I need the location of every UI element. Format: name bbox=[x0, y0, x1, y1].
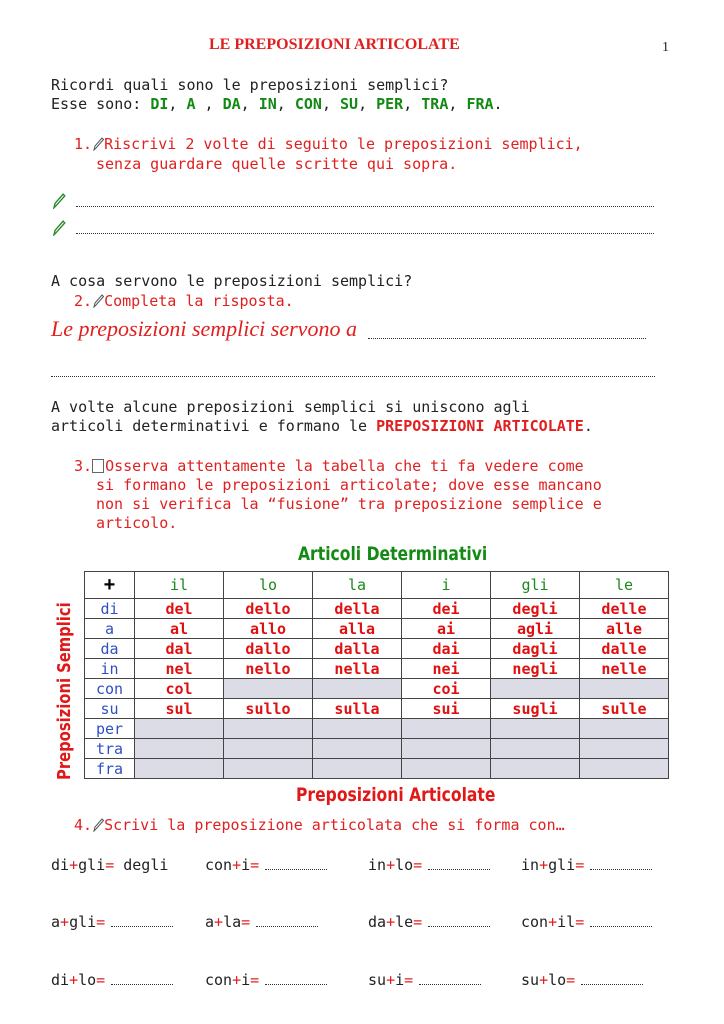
item-article: il bbox=[557, 913, 576, 931]
eye-icon bbox=[92, 459, 104, 473]
answer-blank[interactable] bbox=[428, 857, 490, 870]
table-cell-empty bbox=[580, 739, 669, 759]
plus-sign: + bbox=[60, 913, 70, 931]
plus-sign: + bbox=[548, 913, 558, 931]
plus-sign: + bbox=[69, 971, 79, 989]
answer-blank[interactable] bbox=[265, 857, 327, 870]
equals-sign: = bbox=[413, 913, 423, 931]
plus-sign: + bbox=[232, 856, 242, 874]
table-row bbox=[85, 679, 669, 699]
equals-sign: = bbox=[96, 913, 106, 931]
section-3-line-1: A volte alcune preposizioni semplici si uniscono agli bbox=[51, 398, 530, 416]
table-cell: nello bbox=[224, 659, 313, 679]
plus-sign: + bbox=[232, 971, 242, 989]
preposition-header-tra: tra bbox=[85, 739, 135, 759]
table-cell: dal bbox=[135, 639, 224, 659]
table-cell: della bbox=[313, 599, 402, 619]
table-bottom-title: Preposizioni Articolate bbox=[296, 784, 496, 806]
pencil-icon bbox=[92, 137, 104, 151]
preposition-fra: FRA bbox=[466, 95, 494, 113]
exercise-4-item bbox=[521, 971, 643, 989]
plus-sign: + bbox=[69, 856, 79, 874]
equals-sign: = bbox=[575, 856, 585, 874]
table-cell: dei bbox=[402, 599, 491, 619]
item-article: la bbox=[223, 913, 242, 931]
equals-sign: = bbox=[250, 856, 260, 874]
answer-line-1[interactable] bbox=[368, 324, 646, 339]
item-preposition: in bbox=[521, 856, 540, 874]
article-header-i: i bbox=[402, 572, 491, 599]
table-row bbox=[85, 739, 669, 759]
exercise-4-line bbox=[74, 816, 565, 834]
equals-sign: = bbox=[96, 971, 106, 989]
table-cell-empty bbox=[313, 759, 402, 779]
section-3-highlight: PREPOSIZIONI ARTICOLATE bbox=[376, 417, 584, 435]
item-preposition: in bbox=[368, 856, 387, 874]
answer-blank[interactable] bbox=[111, 914, 173, 927]
table-cell: dallo bbox=[224, 639, 313, 659]
table-cell-empty bbox=[224, 739, 313, 759]
table-cell: del bbox=[135, 599, 224, 619]
exercise-3-line-3: non si verifica la “fusione” tra preposizione semplice e bbox=[96, 495, 602, 513]
exercise-4-item bbox=[205, 856, 327, 874]
equals-sign: = bbox=[241, 913, 251, 931]
item-preposition: su bbox=[521, 971, 540, 989]
table-cell-empty bbox=[313, 679, 402, 699]
preposition-a: A bbox=[186, 95, 196, 113]
table-cell: dalla bbox=[313, 639, 402, 659]
table-cell: delle bbox=[580, 599, 669, 619]
exercise-4-item bbox=[521, 856, 652, 874]
plus-sign: + bbox=[386, 913, 396, 931]
item-article: lo bbox=[78, 971, 97, 989]
table-cell: sulle bbox=[580, 699, 669, 719]
prepositions-table bbox=[84, 571, 669, 779]
article-header-le: le bbox=[580, 572, 669, 599]
exercise-4-item bbox=[368, 971, 481, 989]
equals-sign: = bbox=[566, 971, 576, 989]
table-cell-empty bbox=[491, 719, 580, 739]
table-cell: alle bbox=[580, 619, 669, 639]
table-cell: nei bbox=[402, 659, 491, 679]
exercise-4-number: 4. bbox=[74, 816, 93, 834]
pencil-icon bbox=[92, 294, 104, 308]
preposition-per: PER bbox=[376, 95, 404, 113]
preposition-tra: TRA bbox=[421, 95, 449, 113]
table-cell-empty bbox=[224, 759, 313, 779]
plus-sign: + bbox=[386, 971, 396, 989]
table-cell-empty bbox=[224, 679, 313, 699]
exercise-4-item bbox=[51, 971, 173, 989]
answer-line-2[interactable] bbox=[51, 362, 655, 377]
answer-blank[interactable] bbox=[590, 914, 652, 927]
table-cell-empty bbox=[402, 719, 491, 739]
item-article: gli bbox=[548, 856, 576, 874]
table-cell: sullo bbox=[224, 699, 313, 719]
answer-blank[interactable] bbox=[419, 972, 481, 985]
article-header-lo: lo bbox=[224, 572, 313, 599]
table-cell-empty bbox=[135, 719, 224, 739]
table-row bbox=[85, 639, 669, 659]
item-preposition: su bbox=[368, 971, 387, 989]
preposition-da: DA bbox=[222, 95, 241, 113]
exercise-3-line-1 bbox=[74, 457, 584, 475]
exercise-3-line-4: articolo. bbox=[96, 514, 178, 532]
table-cell-empty bbox=[491, 739, 580, 759]
table-row bbox=[85, 619, 669, 639]
table-row bbox=[85, 719, 669, 739]
item-preposition: con bbox=[205, 856, 233, 874]
table-header-row bbox=[85, 572, 669, 599]
exercise-3-text-1: Osserva attentamente la tabella che ti fa vedere come bbox=[105, 457, 584, 475]
table-cell: dalle bbox=[580, 639, 669, 659]
preposition-header-per: per bbox=[85, 719, 135, 739]
plus-sign: + bbox=[214, 913, 224, 931]
section-3-line-2 bbox=[51, 417, 593, 435]
preposition-su: SU bbox=[340, 95, 359, 113]
plus-sign: + bbox=[539, 856, 549, 874]
item-article: gli bbox=[69, 913, 97, 931]
table-cell-empty bbox=[580, 679, 669, 699]
table-side-title: Preposizioni Semplici bbox=[54, 602, 75, 780]
page-title: LE PREPOSIZIONI ARTICOLATE bbox=[209, 36, 460, 53]
table-row bbox=[85, 599, 669, 619]
table-cell: dai bbox=[402, 639, 491, 659]
table-cell-empty bbox=[313, 719, 402, 739]
table-cell-empty bbox=[224, 719, 313, 739]
preposition-header-in: in bbox=[85, 659, 135, 679]
section-3-line-2-prefix: articoli determinativi e formano le bbox=[51, 417, 377, 435]
exercise-4-item bbox=[51, 856, 168, 874]
table-cell-empty bbox=[402, 759, 491, 779]
exercise-2-text: Completa la risposta. bbox=[104, 292, 294, 310]
exercise-4-item bbox=[368, 856, 490, 874]
answer-blank[interactable] bbox=[256, 914, 318, 927]
table-cell-empty bbox=[135, 739, 224, 759]
exercise-4-item bbox=[368, 913, 490, 931]
table-row bbox=[85, 699, 669, 719]
item-article: i bbox=[241, 971, 251, 989]
table-cell: agli bbox=[491, 619, 580, 639]
table-cell: allo bbox=[224, 619, 313, 639]
writing-line-2[interactable] bbox=[51, 219, 654, 238]
page-number: 1 bbox=[662, 40, 669, 55]
table-cell: alla bbox=[313, 619, 402, 639]
answer-blank[interactable] bbox=[590, 857, 652, 870]
equals-sign: = bbox=[575, 913, 585, 931]
exercise-1-text-1: Riscrivi 2 volte di seguito le preposizioni semplici, bbox=[104, 135, 583, 153]
table-cell: dagli bbox=[491, 639, 580, 659]
exercise-4-item bbox=[205, 913, 318, 931]
exercise-4-item bbox=[205, 971, 327, 989]
table-cell-empty bbox=[402, 739, 491, 759]
intro-answer bbox=[51, 95, 503, 113]
answer-blank[interactable] bbox=[428, 914, 490, 927]
exercise-1-line-1 bbox=[74, 135, 583, 153]
table-cell: ai bbox=[402, 619, 491, 639]
exercise-4-item bbox=[521, 913, 652, 931]
cursive-prompt: Le preposizioni semplici servono a bbox=[51, 316, 357, 341]
intro-question: Ricordi quali sono le preposizioni semplici? bbox=[51, 76, 449, 94]
table-row bbox=[85, 759, 669, 779]
item-preposition: di bbox=[51, 856, 70, 874]
exercise-3-number: 3. bbox=[74, 457, 93, 475]
item-preposition: di bbox=[51, 971, 70, 989]
exercise-2-line bbox=[74, 292, 294, 310]
plus-sign: + bbox=[386, 856, 396, 874]
exercise-1-number: 1. bbox=[74, 135, 93, 153]
equals-sign: = bbox=[413, 856, 423, 874]
item-preposition: con bbox=[521, 913, 549, 931]
preposition-di: DI bbox=[150, 95, 169, 113]
article-header-gli: gli bbox=[491, 572, 580, 599]
equals-sign: = bbox=[105, 856, 115, 874]
answer-blank[interactable] bbox=[581, 972, 643, 985]
exercise-3-line-2: si formano le preposizioni articolate; dove esse mancano bbox=[96, 476, 602, 494]
table-cell: sui bbox=[402, 699, 491, 719]
table-cell-empty bbox=[491, 759, 580, 779]
table-cell: nelle bbox=[580, 659, 669, 679]
table-cell-empty bbox=[313, 739, 402, 759]
pencil-icon bbox=[92, 818, 104, 832]
exercise-2-number: 2. bbox=[74, 292, 93, 310]
exercise-4-text: Scrivi la preposizione articolata che si forma con… bbox=[104, 816, 565, 834]
equals-sign: = bbox=[250, 971, 260, 989]
article-header-la: la bbox=[313, 572, 402, 599]
item-preposition: a bbox=[51, 913, 61, 931]
intro-answer-prefix: Esse sono: bbox=[51, 95, 151, 113]
item-preposition: da bbox=[368, 913, 387, 931]
preposition-header-fra: fra bbox=[85, 759, 135, 779]
item-preposition: con bbox=[205, 971, 233, 989]
table-cell-empty bbox=[491, 679, 580, 699]
preposition-header-di: di bbox=[85, 599, 135, 619]
table-cell: col bbox=[135, 679, 224, 699]
writing-line-1[interactable] bbox=[51, 192, 654, 211]
section-2-question: A cosa servono le preposizioni semplici? bbox=[51, 272, 413, 290]
preposition-list: DI, A , DA, IN, CON, SU, PER, TRA, FRA. bbox=[150, 95, 503, 113]
preposition-header-su: su bbox=[85, 699, 135, 719]
table-cell: sul bbox=[135, 699, 224, 719]
table-cell: nella bbox=[313, 659, 402, 679]
item-article: lo bbox=[395, 856, 414, 874]
exercise-1-line-2: senza guardare quelle scritte qui sopra. bbox=[96, 155, 458, 173]
item-preposition: a bbox=[205, 913, 215, 931]
article-header-il: il bbox=[135, 572, 224, 599]
item-article: lo bbox=[548, 971, 567, 989]
item-article: le bbox=[395, 913, 414, 931]
plus-sign: + bbox=[539, 971, 549, 989]
table-cell-empty bbox=[135, 759, 224, 779]
table-top-title: Articoli Determinativi bbox=[298, 543, 488, 565]
item-article: gli bbox=[78, 856, 106, 874]
preposition-header-con: con bbox=[85, 679, 135, 699]
table-cell: negli bbox=[491, 659, 580, 679]
preposition-header-da: da bbox=[85, 639, 135, 659]
table-cell: coi bbox=[402, 679, 491, 699]
plus-corner: + bbox=[85, 572, 135, 599]
table-cell: degli bbox=[491, 599, 580, 619]
answer-blank[interactable] bbox=[111, 972, 173, 985]
preposition-con: CON bbox=[294, 95, 322, 113]
equals-sign: = bbox=[404, 971, 414, 989]
pencil-icon bbox=[51, 220, 66, 236]
table-cell: sugli bbox=[491, 699, 580, 719]
example-answer: degli bbox=[114, 856, 169, 874]
exercise-4-item bbox=[51, 913, 173, 931]
table-cell: sulla bbox=[313, 699, 402, 719]
preposition-header-a: a bbox=[85, 619, 135, 639]
pencil-icon bbox=[51, 193, 66, 209]
item-article: i bbox=[241, 856, 251, 874]
table-cell: al bbox=[135, 619, 224, 639]
table-row bbox=[85, 659, 669, 679]
item-article: i bbox=[395, 971, 405, 989]
table-cell: nel bbox=[135, 659, 224, 679]
section-3-line-2-suffix: . bbox=[583, 417, 593, 435]
answer-blank[interactable] bbox=[265, 972, 327, 985]
table-cell-empty bbox=[580, 719, 669, 739]
table-cell-empty bbox=[580, 759, 669, 779]
preposition-in: IN bbox=[258, 95, 277, 113]
table-cell: dello bbox=[224, 599, 313, 619]
